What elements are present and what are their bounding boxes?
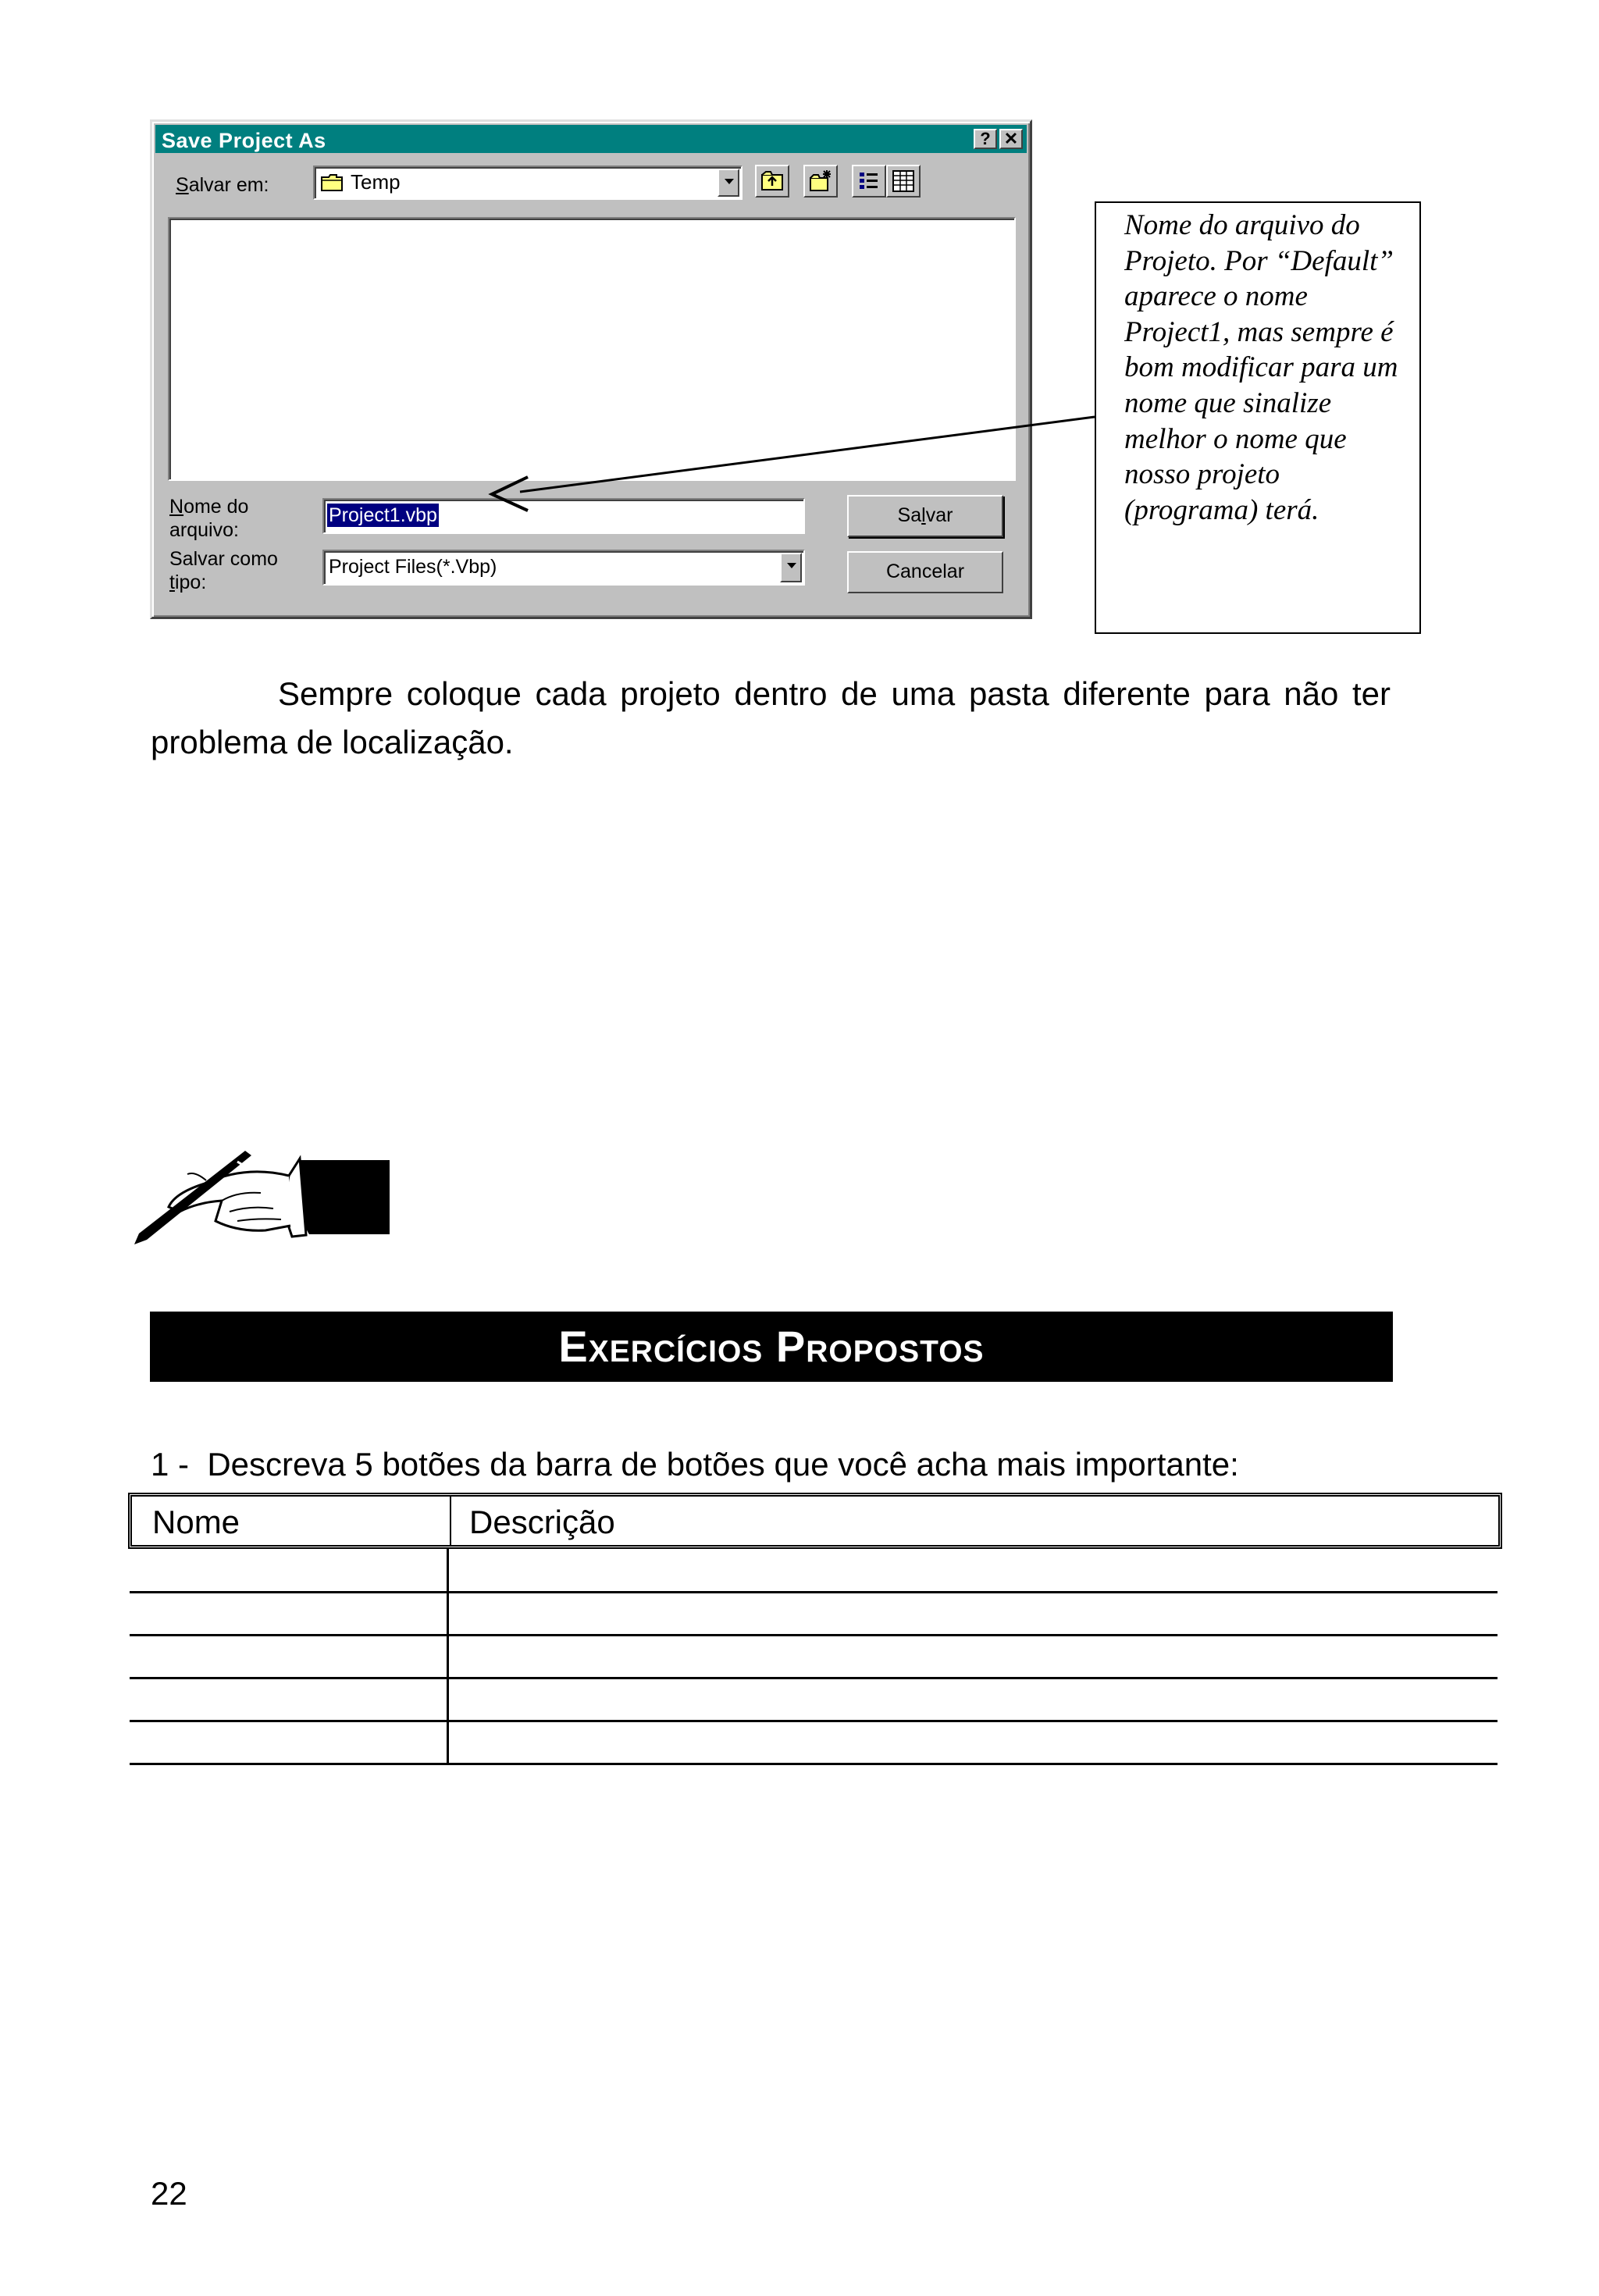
cancel-button[interactable]: Cancelar (847, 551, 1003, 593)
close-button[interactable]: ✕ (999, 129, 1023, 149)
table-row (130, 1678, 1498, 1722)
callout-box (1095, 201, 1421, 634)
table-row (130, 1635, 1498, 1679)
filename-label: Nome do arquivo: (169, 496, 249, 541)
column-divider (447, 1721, 449, 1765)
column-header-nome: Nome (152, 1504, 240, 1540)
callout-text: Nome do arquivo do Projeto. Por “Default” aparece o nome Project1, mas sempre é bom modificar para um nome que sinalize melhor o nome que nosso projeto (programa) terá. (1124, 209, 1398, 526)
save-button[interactable]: Salvar (847, 495, 1003, 537)
dialog-title: Save Project As (162, 129, 326, 152)
page-number: 22 (151, 2175, 187, 2212)
writing-hand-icon (128, 1144, 394, 1246)
column-divider (447, 1592, 449, 1636)
column-divider (447, 1635, 449, 1679)
column-divider (447, 1549, 449, 1593)
table-header (128, 1493, 1502, 1549)
filetype-value: Project Files(*.Vbp) (329, 556, 497, 578)
column-header-descricao: Descrição (469, 1504, 615, 1540)
filename-value: Project1.vbp (329, 504, 437, 526)
column-divider (450, 1497, 451, 1545)
help-button[interactable]: ? (974, 129, 997, 149)
body-paragraph: Sempre coloque cada projeto dentro de uma pasta diferente para não ter problema de localização. (151, 675, 1391, 760)
table-row (130, 1592, 1498, 1636)
table-row (130, 1721, 1498, 1765)
table-row (130, 1549, 1498, 1593)
exercise-question: 1 - Descreva 5 botões da barra de botões que você acha mais importante: (151, 1446, 1239, 1483)
save-in-label: Salvar em: (176, 174, 269, 196)
save-in-value: Temp (351, 170, 401, 194)
column-divider (447, 1678, 449, 1722)
exercise-banner: Exercícios Propostos (150, 1312, 1393, 1382)
filetype-label: Salvar como tipo: (169, 548, 278, 593)
